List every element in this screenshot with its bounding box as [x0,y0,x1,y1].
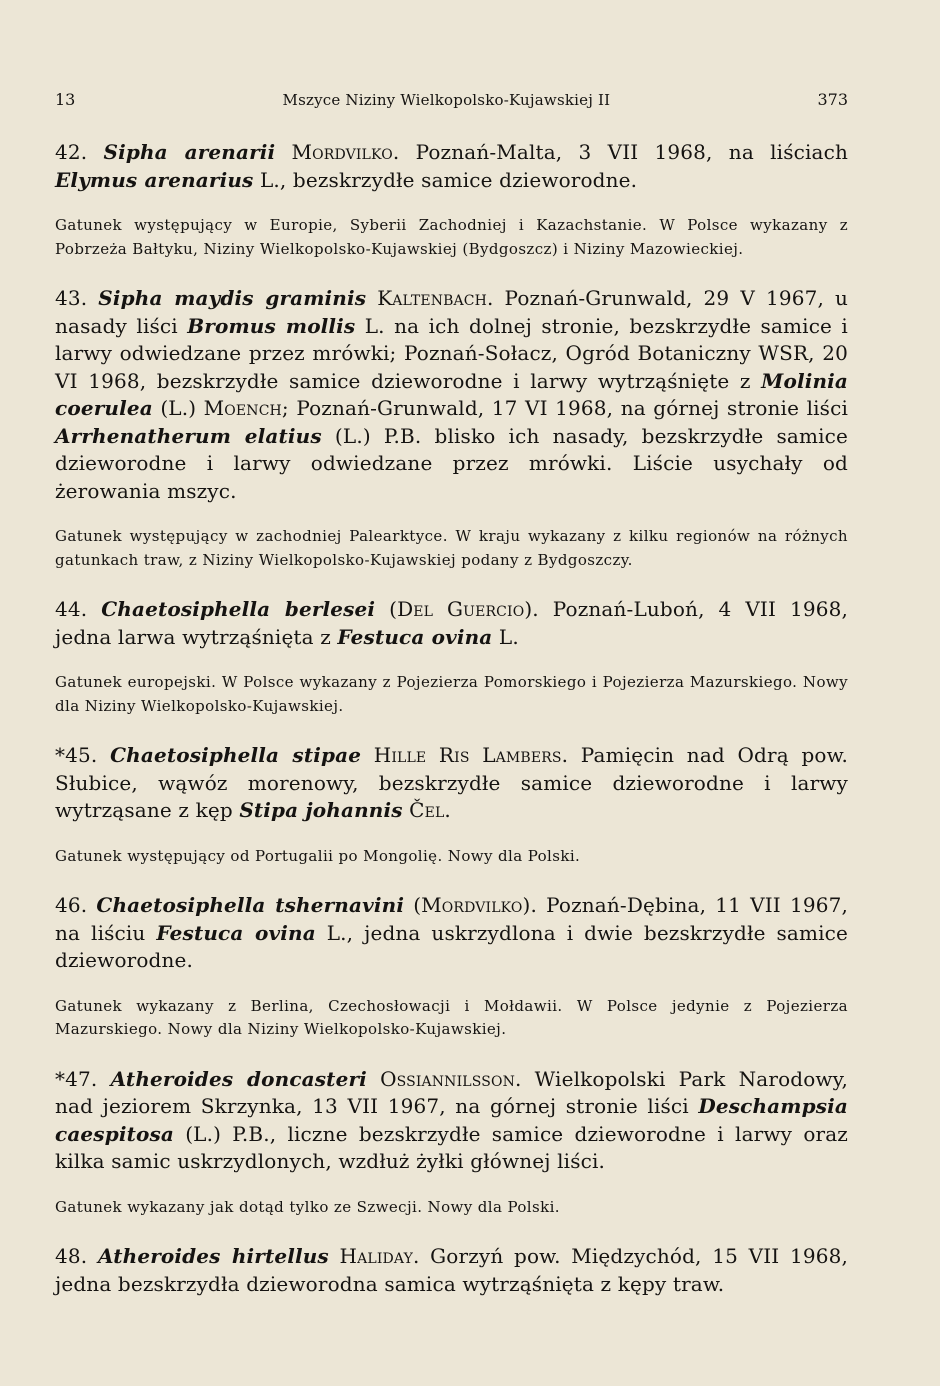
taxon-name: Sipha arenarii [103,140,276,164]
entry-text: (L.) P.B. blisko ich nasady, bezskrzydłe samice dzieworodne i larwy odwiedzane przez mrówki. Liście usychały od żerowania mszyc. [55,423,848,503]
locality-text: . Poznań-Dębina, 11 VII 1967, na liściu [55,893,848,945]
taxon-author: Mordvilko [291,140,393,164]
entry-number: *47. [55,1066,98,1091]
host-plant: Arrhenatherum elatius [55,423,322,448]
entry-number: 43. [55,286,88,310]
host-plant: Festuca ovina [156,920,316,945]
entry-text: (L.) [152,396,204,420]
running-title: Mszyce Niziny Wielkopolsko-Kujawskiej II [282,91,611,109]
host-plant: Deschampsia caespitosa [55,1094,848,1146]
plant-author: Moench [203,396,282,420]
species-entry-48 [55,1243,848,1298]
distribution-note-45: Gatunek występujący od Portugalii po Mongolię. Nowy dla Polski. [55,846,581,865]
taxon-author: (Mordvilko) [413,893,531,917]
taxon-author: Haliday [339,1244,413,1268]
left-page-number: 13 [55,90,76,109]
entry-text: (L.) P.B., liczne bezskrzydłe samice dzieworodne i larwy oraz kilka samic uskrzydlonych, wzdłuż żyłki głównej liści. [55,1121,848,1173]
locality-text: . Poznań-Luboń, 4 VII 1968, jedna larwa wytrząśnięta z [55,597,848,649]
species-entry-43 [55,285,848,505]
entry-text: ; Poznań-Grunwald, 17 VI 1968, na górnej stronie liści [281,396,848,420]
species-entry-47 [55,1066,848,1176]
entry-number: 44. [55,597,88,621]
host-plant: Molinia coerulea [55,368,848,420]
species-entry-46 [55,892,848,975]
locality-text: . Wielkopolski Park Narodowy, nad jeziorem Skrzynka, 13 VII 1967, na górnej stronie liści [55,1066,848,1118]
species-entry-45 [55,742,848,825]
species-entry-44 [55,596,848,651]
distribution-note-44: Gatunek europejski. W Polsce wykazany z Pojezierza Pomorskiego i Pojezierza Mazurskiego. Nowy dla Niziny Wielkopolsko-Kujawskiej. [55,673,848,715]
distribution-note-46: Gatunek wykazany z Berlina, Czechosłowacji i Mołdawii. W Polsce jedynie z Pojezierza Mazurskiego. Nowy dla Niziny Wielkopolsko-Kujawskiej. [55,996,848,1038]
locality-text: . Pamięcin nad Odrą pow. Słubice, wąwóz morenowy, bezskrzydłe samice dzieworodne i larwy wytrząsane z kęp [55,743,848,822]
taxon-author: Ossiannilsson [380,1066,515,1091]
entry-number: 46. [55,893,88,917]
distribution-note-47: Gatunek wykazany jak dotąd tylko ze Szwecji. Nowy dla Polski. [55,1197,560,1216]
taxon-name: Sipha maydis graminis [98,286,367,310]
taxon-name: Chaetosiphella stipae [110,743,362,767]
entry-text: L., bezskrzydłe samice dzieworodne. [253,167,638,192]
entry-number: *45. [55,743,98,767]
locality-text: . Poznań-Grunwald, 29 V 1967, u nasady liści [55,286,848,338]
taxon-author: (Del Guercio) [389,597,533,621]
taxon-name: Chaetosiphella berlesei [101,597,376,621]
taxon-name: Atheroides doncasteri [110,1066,367,1091]
taxon-author: Hille Ris Lambers [373,743,562,767]
taxon-name: Chaetosiphella tshernavini [96,893,405,917]
distribution-note-43: Gatunek występujący w zachodniej Palearktyce. W kraju wykazany z kilku regionów na różnych gatunkach traw, z Niziny Wielkopolsko-Kujawskiej podany z Bydgoszczy. [55,527,848,569]
page-number: 373 [817,90,848,109]
host-plant: Bromus mollis [187,313,356,338]
entry-text: L. [492,624,519,649]
entry-text: L. na ich dolnej stronie, bezskrzydłe samice i larwy odwiedzane przez mrówki; Poznań-Sołacz, Ogród Botaniczny WSR, 20 VI 1968, bezskrzydłe samice dzieworodne i larwy wytrząśnięte z [55,313,848,393]
entry-number: 42. [55,140,88,164]
plant-author: Čel. [409,798,451,822]
host-plant: Stipa johannis [239,798,403,822]
running-header [55,90,848,109]
host-plant: Festuca ovina [337,624,493,649]
page-body [55,139,848,1298]
entry-number: 48. [55,1244,88,1268]
entry-text: L., jedna uskrzydlona i dwie bezskrzydłe samice dzieworodne. [55,920,849,972]
distribution-note-42: Gatunek występujący w Europie, Syberii Zachodniej i Kazachstanie. W Polsce wykazany z Pobrzeża Bałtyku, Niziny Wielkopolsko-Kujawskiej (Bydgoszcz) i Niziny Mazowieckiej. [55,216,848,258]
locality-text: . Poznań-Malta, 3 VII 1968, na liściach [392,140,848,164]
host-plant: Elymus arenarius [55,167,254,192]
taxon-author: Kaltenbach [377,286,488,310]
locality-text: . Gorzyń pow. Międzychód, 15 VII 1968, jedna bezskrzydła dzieworodna samica wytrząśnięta z kępy traw. [55,1244,849,1296]
species-entry-42 [55,139,848,194]
taxon-name: Atheroides hirtellus [97,1244,329,1268]
